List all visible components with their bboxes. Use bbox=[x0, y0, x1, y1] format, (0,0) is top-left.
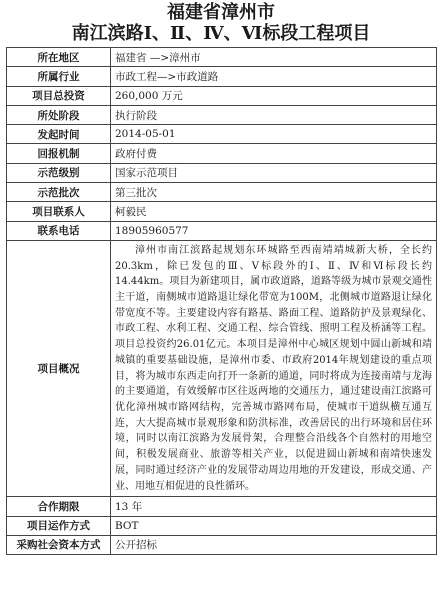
row-demo-batch bbox=[7, 183, 437, 202]
row-demo-level bbox=[7, 163, 437, 182]
row-total-investment bbox=[7, 86, 437, 105]
row-label: 项目运作方式 bbox=[7, 516, 111, 535]
row-procurement-method bbox=[7, 535, 437, 554]
row-label: 回报机制 bbox=[7, 144, 111, 163]
row-industry bbox=[7, 67, 437, 86]
row-region bbox=[7, 48, 437, 67]
row-label: 联系电话 bbox=[7, 221, 111, 240]
row-label: 所属行业 bbox=[7, 67, 111, 86]
row-label: 所处阶段 bbox=[7, 105, 111, 124]
row-cooperation-period bbox=[7, 497, 437, 516]
row-contact-person bbox=[7, 202, 437, 221]
row-value: 市政工程—>市政道路 bbox=[111, 67, 437, 86]
title-line-2: 南江滨路Ⅰ、Ⅱ、Ⅳ、Ⅵ标段工程项目 bbox=[71, 22, 371, 44]
row-value: 政府付费 bbox=[111, 144, 437, 163]
row-value: 国家示范项目 bbox=[111, 163, 437, 182]
row-value: 执行阶段 bbox=[111, 105, 437, 124]
row-value: 13 年 bbox=[111, 497, 437, 516]
row-start-date bbox=[7, 125, 437, 144]
row-label: 所在地区 bbox=[7, 48, 111, 67]
row-value: 福建省 —>漳州市 bbox=[111, 48, 437, 67]
row-contact-phone bbox=[7, 221, 437, 240]
row-operation-mode bbox=[7, 516, 437, 535]
row-value: BOT bbox=[111, 516, 437, 535]
row-label: 项目联系人 bbox=[7, 202, 111, 221]
row-value: 公开招标 bbox=[111, 535, 437, 554]
row-value: 2014-05-01 bbox=[111, 125, 437, 144]
row-label: 合作期限 bbox=[7, 497, 111, 516]
row-label: 示范批次 bbox=[7, 183, 111, 202]
row-label: 项目总投资 bbox=[7, 86, 111, 105]
row-value: 第三批次 bbox=[111, 183, 437, 202]
row-label: 采购社会资本方式 bbox=[7, 535, 111, 554]
row-value: 柯毅民 bbox=[111, 202, 437, 221]
row-overview bbox=[7, 240, 437, 496]
row-label: 项目概况 bbox=[7, 240, 111, 496]
overview-text: 漳州市南江滨路起规划东环城路至西南靖靖城新大桥，全长约20.3km，除已发包的Ⅲ、Ⅴ标段外的Ⅰ、Ⅱ、Ⅳ和Ⅵ标段长约14.44km。项目为新建项目，属市政道路，道路等级为城市景观交通性主干道，南侧城市道路退让绿化带宽为100M，北侧城市道路退让绿化带宽度不等。主要建设内容有路基、路面工程、道路防护及景观绿化、市政工程、水利工程、交通工程、综合管线、照明工程及桥涵等工程。项目总投资约26.01亿元。本项目是漳州中心城区规划中圆山新城和靖城镇的重要基础设施，是漳州市委、市政府2014年规划建设的重点项目，将为城市东西走向打开一条新的通道，同时将成为连接南靖与龙海的主要通道，有效缓解市区往返两地的交通压力，通过建设南江滨路可优化漳州城市路网结构，完善城市路网布局，使城市干道纵横互通互连，大大提高城市景观形象和防洪标准，改善居民的出行环境和居住环境，同时以南江滨路为发展骨架，合理整合沿线各个自然村的用地空间，积极发展商业、旅游等相关产业，以促进圆山新城和南靖快速发展，同时通过经济产业的发展带动周边用地的开发建设，形成交通、产业、用地互相促进的良性循环。 bbox=[111, 240, 437, 496]
row-value: 18905960577 bbox=[111, 221, 437, 240]
project-info-table bbox=[6, 47, 437, 555]
row-label: 发起时间 bbox=[7, 125, 111, 144]
row-stage bbox=[7, 105, 437, 124]
title-line-1: 福建省漳州市 bbox=[167, 2, 275, 23]
row-label: 示范级别 bbox=[7, 163, 111, 182]
row-return-mechanism bbox=[7, 144, 437, 163]
row-value: 260,000 万元 bbox=[111, 86, 437, 105]
